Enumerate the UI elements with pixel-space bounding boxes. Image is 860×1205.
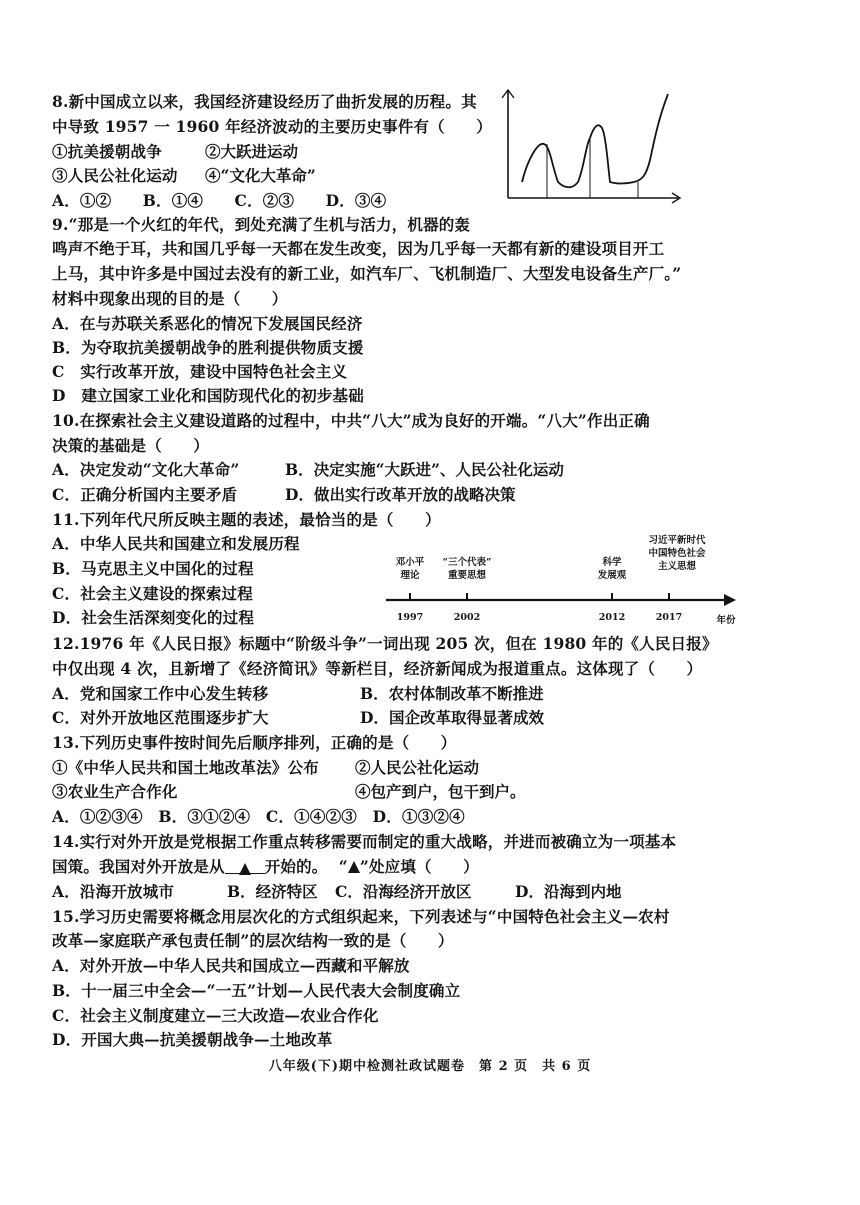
q9-stem-line1: 9.“那是一个火红的年代，到处充满了生机与活力，机器的轰 bbox=[52, 215, 471, 234]
q14-stem-line1: 14.实行对外开放是党根据工作重点转移需要而制定的重大战略，并进而被确立为一项基本 bbox=[52, 832, 677, 851]
q15-stem-line1: 15.学习历史需要将概念用层次化的方式组织起来，下列表述与“中国特色社会主义—农村 bbox=[52, 907, 670, 926]
event-3-label-line1: 科学 bbox=[602, 557, 622, 568]
timeline-event-3 bbox=[587, 556, 637, 582]
q14-stem-text-a: 国策。我国对外开放是从 bbox=[52, 857, 225, 876]
timeline-event-1 bbox=[388, 556, 432, 582]
q8-option-2: ②大跃进运动 bbox=[205, 142, 299, 161]
q12-option-d: D．国企改革取得显著成效 bbox=[360, 708, 544, 727]
q11-stem: 11.下列年代尺所反映主题的表述，最恰当的是（ ） bbox=[52, 510, 441, 529]
q14-stem-line2: 国策。我国对外开放是从 开始的。 “ ”处应填（ ） bbox=[52, 857, 479, 876]
q15-option-c: C．社会主义制度建立—三大改造—农业合作化 bbox=[52, 1006, 379, 1025]
q8-economy-curve-chart bbox=[492, 86, 692, 210]
q11-option-b: B．马克思主义中国化的过程 bbox=[52, 559, 254, 578]
event-4-label-line3: 主义思想 bbox=[657, 561, 696, 572]
q13-event-1: ①《中华人民共和国土地改革法》公布 bbox=[52, 758, 319, 777]
q8-option-4: ④“文化大革命” bbox=[205, 166, 316, 185]
q13-stem: 13.下列历史事件按时间先后顺序排列，正确的是（ ） bbox=[52, 733, 457, 752]
triangle-marker-icon bbox=[348, 861, 360, 873]
q10-stem-line1: 10.在探索社会主义建设道路的过程中，中共“八大”成为良好的开端。“八大”作出正确 bbox=[52, 411, 650, 430]
year-1997: 1997 bbox=[396, 612, 424, 623]
timeline-arrow-icon bbox=[724, 594, 736, 606]
q11-option-d: D．社会生活深刻变化的过程 bbox=[52, 608, 255, 627]
q11-option-c: C．社会主义建设的探索过程 bbox=[52, 584, 253, 603]
q10-stem-line2: 决策的基础是（ ） bbox=[52, 436, 210, 455]
q9-option-c: C 实行改革开放，建设中国特色社会主义 bbox=[52, 362, 348, 381]
q15-option-a: A．对外开放—中华人民共和国成立—西藏和平解放 bbox=[52, 956, 410, 975]
q9-option-a: A．在与苏联关系恶化的情况下发展国民经济 bbox=[52, 314, 363, 333]
page-footer: 八年级(下)期中检测社政试题卷 第 2 页 共 6 页 bbox=[268, 1059, 592, 1074]
q9-option-b: B．为夺取抗美援朝战争的胜利提供物质支援 bbox=[52, 338, 364, 357]
q13-event-2: ②人民公社化运动 bbox=[355, 758, 480, 777]
event-2-label-line1: “三个代表” bbox=[442, 557, 492, 568]
q8-option-1: ①抗美援朝战争 bbox=[52, 142, 162, 161]
q9-stem-line3: 上马，其中许多是中国过去没有的新工业，如汽车厂、飞机制造厂、大型发电设备生产厂。” bbox=[52, 264, 682, 283]
q14-option-a: A．沿海开放城市 bbox=[52, 882, 175, 901]
event-1-label-line2: 理论 bbox=[400, 570, 420, 581]
q10-option-a: A．决定发动“文化大革命” bbox=[52, 460, 240, 479]
event-4-label-line1: 习近平新时代 bbox=[648, 535, 706, 546]
q9-stem-line2: 鸣声不绝于耳，共和国几乎每一天都在发生改变，因为几乎每一天都有新的建设项目开工 bbox=[52, 239, 665, 258]
q9-stem-line4: 材料中现象出现的目的是（ ） bbox=[52, 289, 288, 308]
q12-stem-line1: 12.1976 年《人民日报》标题中“阶级斗争”一词出现 205 次，但在 1980 年的《人民日报》 bbox=[52, 634, 718, 653]
q14-option-c: C．沿海经济开放区 bbox=[335, 882, 472, 901]
year-2012: 2012 bbox=[598, 612, 626, 623]
timeline-event-4 bbox=[639, 534, 715, 573]
q14-stem-text-b: 开始的。 bbox=[264, 857, 328, 876]
q8-stem-line2: 中导致 1957 一 1960 年经济波动的主要历史事件有（ ） bbox=[52, 117, 492, 136]
q8-answer-choices: A．①② B．①④ C．②③ D．③④ bbox=[52, 191, 387, 210]
q15-option-b: B．十一届三中全会—“一五”计划—人民代表大会制度确立 bbox=[52, 981, 461, 1000]
q13-event-3: ③农业生产合作化 bbox=[52, 782, 178, 801]
q14-option-b: B．经济特区 bbox=[227, 882, 318, 901]
q12-option-b: B．农村体制改革不断推进 bbox=[360, 684, 544, 703]
q10-option-b: B．决定实施“大跃进”、人民公社化运动 bbox=[285, 460, 564, 479]
q13-event-4: ④包产到户，包干到户。 bbox=[355, 782, 526, 801]
q11-timeline bbox=[380, 530, 750, 630]
q10-option-d: D．做出实行改革开放的战略决策 bbox=[285, 485, 516, 504]
q14-option-d: D．沿海到内地 bbox=[515, 882, 622, 901]
timeline-event-2 bbox=[437, 556, 497, 582]
q10-option-c: C．正确分析国内主要矛盾 bbox=[52, 485, 238, 504]
q12-option-c: C．对外开放地区范围逐步扩大 bbox=[52, 708, 269, 727]
economy-curve bbox=[522, 94, 668, 187]
q8-option-3: ③人民公社化运动 bbox=[52, 166, 178, 185]
q11-option-a: A．中华人民共和国建立和发展历程 bbox=[52, 534, 300, 553]
q12-stem-line2: 中仅出现 4 次，且新增了《经济简讯》等新栏目，经济新闻成为报道重点。这体现了（ ） bbox=[52, 659, 703, 678]
event-1-label-line1: 邓小平 bbox=[395, 557, 425, 568]
event-4-label-line2: 中国特色社会 bbox=[648, 548, 706, 559]
q15-option-d: D．开国大典—抗美援朝战争—土地改革 bbox=[52, 1030, 333, 1049]
q12-option-a: A．党和国家工作中心发生转移 bbox=[52, 684, 269, 703]
axis-unit-label: 年份 bbox=[716, 615, 736, 626]
event-3-label-line2: 发展观 bbox=[597, 570, 627, 581]
year-2002: 2002 bbox=[453, 612, 481, 623]
year-2017: 2017 bbox=[655, 612, 683, 623]
q8-stem-line1: 8.新中国成立以来，我国经济建设经历了曲折发展的历程。其 bbox=[52, 92, 477, 111]
q14-blank bbox=[225, 859, 265, 874]
q15-stem-line2: 改革—家庭联产承包责任制”的层次结构一致的是（ ） bbox=[52, 931, 454, 950]
event-2-label-line2: 重要思想 bbox=[447, 570, 486, 581]
triangle-marker-icon bbox=[239, 863, 251, 875]
q9-option-d: D 建立国家工业化和国防现代化的初步基础 bbox=[52, 386, 364, 405]
q13-answer-choices: A．①②③④ B．③①②④ C．①④②③ D．①③②④ bbox=[52, 807, 465, 826]
q14-stem-text-c: ”处应填（ ） bbox=[359, 857, 479, 876]
